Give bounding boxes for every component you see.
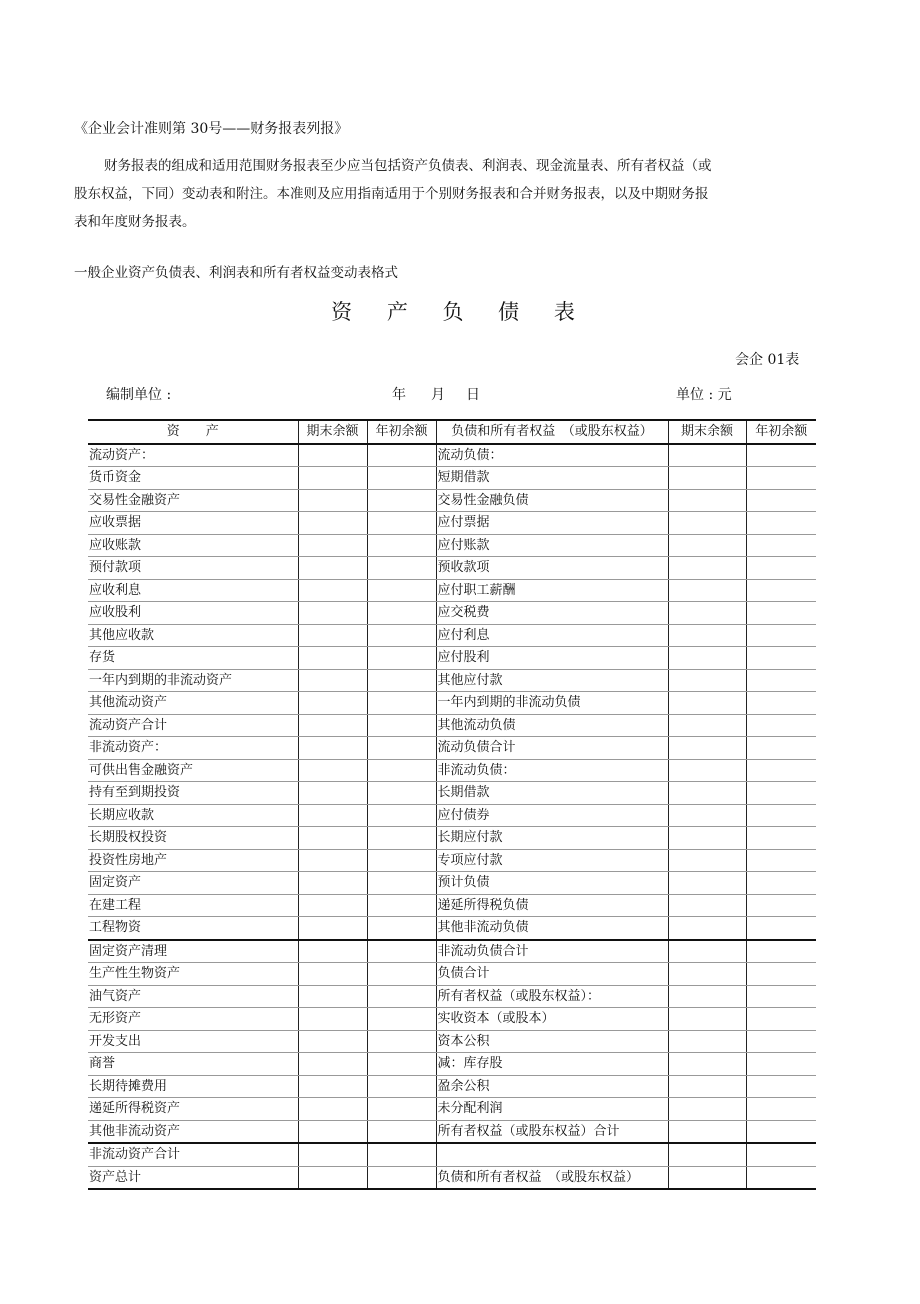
asset-cell: 应收股利 xyxy=(88,602,298,625)
asset-closing-cell xyxy=(298,1166,367,1189)
liability-cell: 实收资本（或股本） xyxy=(436,1008,668,1031)
table-row xyxy=(88,782,816,805)
liability-cell: 专项应付款 xyxy=(436,849,668,872)
asset-closing-cell xyxy=(298,489,367,512)
asset-cell: 非流动资产合计 xyxy=(88,1143,298,1166)
table-row xyxy=(88,512,816,535)
liability-closing-cell xyxy=(668,1098,746,1121)
table-row xyxy=(88,489,816,512)
currency-unit-label: 单位 : 元 xyxy=(676,387,732,403)
preparer-label: 编制单位 : xyxy=(106,387,172,403)
asset-closing-cell xyxy=(298,782,367,805)
liability-cell: 应付股利 xyxy=(436,647,668,670)
table-row xyxy=(88,872,816,895)
liability-cell: 预计负债 xyxy=(436,872,668,895)
table-row xyxy=(88,579,816,602)
intro-line-2: 股东权益，下同）变动表和附注。本准则及应用指南适用于个别财务报表和合并财务报表，以及中期财务报 xyxy=(74,186,709,202)
liability-opening-cell xyxy=(746,963,816,986)
table-row xyxy=(88,1053,816,1076)
asset-cell: 存货 xyxy=(88,647,298,670)
asset-cell: 固定资产 xyxy=(88,872,298,895)
asset-closing-cell xyxy=(298,714,367,737)
table-row xyxy=(88,1030,816,1053)
liability-closing-cell xyxy=(668,669,746,692)
asset-opening-cell xyxy=(367,1075,436,1098)
asset-cell: 其他流动资产 xyxy=(88,692,298,715)
liability-closing-cell xyxy=(668,894,746,917)
liability-cell: 所有者权益（或股东权益）合计 xyxy=(436,1120,668,1143)
asset-opening-cell xyxy=(367,692,436,715)
report-code: 会企 01表 xyxy=(735,352,800,368)
liability-opening-cell xyxy=(746,489,816,512)
liability-closing-cell xyxy=(668,737,746,760)
liability-closing-cell xyxy=(668,917,746,940)
asset-opening-cell xyxy=(367,985,436,1008)
asset-closing-cell xyxy=(298,512,367,535)
table-row xyxy=(88,1120,816,1143)
asset-cell: 其他非流动资产 xyxy=(88,1120,298,1143)
liability-cell: 长期应付款 xyxy=(436,827,668,850)
table-row xyxy=(88,1075,816,1098)
asset-opening-cell xyxy=(367,444,436,467)
liability-closing-cell xyxy=(668,1075,746,1098)
table-row xyxy=(88,692,816,715)
asset-opening-cell xyxy=(367,849,436,872)
liability-cell: 盈余公积 xyxy=(436,1075,668,1098)
table-row xyxy=(88,1143,816,1166)
asset-opening-cell xyxy=(367,804,436,827)
liability-closing-cell xyxy=(668,444,746,467)
liability-cell: 预收款项 xyxy=(436,557,668,580)
liability-opening-cell xyxy=(746,849,816,872)
liability-cell: 应付利息 xyxy=(436,624,668,647)
liability-closing-cell xyxy=(668,579,746,602)
liability-cell: 流动负债： xyxy=(436,444,668,467)
liability-opening-cell xyxy=(746,467,816,490)
table-row xyxy=(88,467,816,490)
asset-closing-cell xyxy=(298,872,367,895)
table-header-cell: 资 产 xyxy=(88,420,298,444)
asset-opening-cell xyxy=(367,1143,436,1166)
intro-line-3: 表和年度财务报表。 xyxy=(74,214,196,230)
asset-opening-cell xyxy=(367,1098,436,1121)
table-row xyxy=(88,827,816,850)
asset-opening-cell xyxy=(367,1008,436,1031)
liability-closing-cell xyxy=(668,714,746,737)
asset-cell: 交易性金融资产 xyxy=(88,489,298,512)
asset-cell: 油气资产 xyxy=(88,985,298,1008)
liability-opening-cell xyxy=(746,1166,816,1189)
liability-cell: 一年内到期的非流动负债 xyxy=(436,692,668,715)
asset-cell: 工程物资 xyxy=(88,917,298,940)
asset-opening-cell xyxy=(367,1053,436,1076)
liability-opening-cell xyxy=(746,872,816,895)
liability-cell: 负债合计 xyxy=(436,963,668,986)
liability-closing-cell xyxy=(668,557,746,580)
liability-closing-cell xyxy=(668,692,746,715)
liability-opening-cell xyxy=(746,512,816,535)
asset-closing-cell xyxy=(298,737,367,760)
asset-cell: 其他应收款 xyxy=(88,624,298,647)
balance-sheet-table xyxy=(88,419,816,1190)
liability-opening-cell xyxy=(746,1030,816,1053)
liability-opening-cell xyxy=(746,985,816,1008)
table-header-cell: 年初余额 xyxy=(367,420,436,444)
asset-closing-cell xyxy=(298,669,367,692)
liability-cell: 递延所得税负债 xyxy=(436,894,668,917)
asset-cell: 持有至到期投资 xyxy=(88,782,298,805)
liability-closing-cell xyxy=(668,759,746,782)
table-row xyxy=(88,985,816,1008)
asset-cell: 货币资金 xyxy=(88,467,298,490)
asset-opening-cell xyxy=(367,557,436,580)
asset-cell: 无形资产 xyxy=(88,1008,298,1031)
intro-line-1: 财务报表的组成和适用范围财务报表至少应当包括资产负债表、利润表、现金流量表、所有者权益（或 xyxy=(104,158,712,174)
asset-cell: 固定资产清理 xyxy=(88,940,298,963)
liability-closing-cell xyxy=(668,872,746,895)
liability-cell: 非流动负债合计 xyxy=(436,940,668,963)
liability-opening-cell xyxy=(746,1120,816,1143)
liability-closing-cell xyxy=(668,1120,746,1143)
asset-cell: 资产总计 xyxy=(88,1166,298,1189)
asset-closing-cell xyxy=(298,940,367,963)
intro-paragraph xyxy=(74,152,774,236)
liability-opening-cell xyxy=(746,692,816,715)
liability-cell: 非流动负债： xyxy=(436,759,668,782)
liability-opening-cell xyxy=(746,894,816,917)
liability-cell: 其他流动负债 xyxy=(436,714,668,737)
liability-cell: 短期借款 xyxy=(436,467,668,490)
table-row xyxy=(88,557,816,580)
liability-cell: 交易性金融负债 xyxy=(436,489,668,512)
asset-closing-cell xyxy=(298,1030,367,1053)
asset-closing-cell xyxy=(298,963,367,986)
liability-opening-cell xyxy=(746,782,816,805)
asset-opening-cell xyxy=(367,963,436,986)
standard-title: 《企业会计准则第 30号——财务报表列报》 xyxy=(74,121,349,137)
liability-opening-cell xyxy=(746,940,816,963)
month-label: 月 xyxy=(431,387,445,403)
liability-cell: 应付票据 xyxy=(436,512,668,535)
asset-closing-cell xyxy=(298,692,367,715)
table-row xyxy=(88,669,816,692)
liability-closing-cell xyxy=(668,985,746,1008)
table-row xyxy=(88,534,816,557)
table-row xyxy=(88,940,816,963)
asset-opening-cell xyxy=(367,602,436,625)
liability-closing-cell xyxy=(668,1053,746,1076)
format-heading: 一般企业资产负债表、利润表和所有者权益变动表格式 xyxy=(74,265,398,281)
table-row xyxy=(88,917,816,940)
liability-opening-cell xyxy=(746,804,816,827)
asset-opening-cell xyxy=(367,579,436,602)
liability-opening-cell xyxy=(746,669,816,692)
liability-closing-cell xyxy=(668,624,746,647)
day-label: 日 xyxy=(466,387,480,403)
liability-opening-cell xyxy=(746,602,816,625)
liability-opening-cell xyxy=(746,1008,816,1031)
asset-closing-cell xyxy=(298,444,367,467)
table-row xyxy=(88,1008,816,1031)
asset-cell: 流动资产： xyxy=(88,444,298,467)
table-row xyxy=(88,624,816,647)
table-row xyxy=(88,647,816,670)
liability-cell: 未分配利润 xyxy=(436,1098,668,1121)
asset-opening-cell xyxy=(367,917,436,940)
asset-opening-cell xyxy=(367,759,436,782)
asset-closing-cell xyxy=(298,759,367,782)
asset-opening-cell xyxy=(367,737,436,760)
asset-cell: 生产性生物资产 xyxy=(88,963,298,986)
asset-closing-cell xyxy=(298,985,367,1008)
asset-opening-cell xyxy=(367,647,436,670)
asset-opening-cell xyxy=(367,534,436,557)
liability-closing-cell xyxy=(668,647,746,670)
asset-closing-cell xyxy=(298,557,367,580)
asset-closing-cell xyxy=(298,1053,367,1076)
asset-opening-cell xyxy=(367,714,436,737)
asset-closing-cell xyxy=(298,804,367,827)
liability-cell: 负债和所有者权益 （或股东权益） xyxy=(436,1166,668,1189)
asset-closing-cell xyxy=(298,534,367,557)
liability-opening-cell xyxy=(746,737,816,760)
table-row xyxy=(88,849,816,872)
table-row xyxy=(88,737,816,760)
asset-closing-cell xyxy=(298,917,367,940)
table-header-cell: 期末余额 xyxy=(668,420,746,444)
asset-opening-cell xyxy=(367,1120,436,1143)
asset-closing-cell xyxy=(298,1008,367,1031)
asset-closing-cell xyxy=(298,602,367,625)
liability-opening-cell xyxy=(746,444,816,467)
asset-cell: 在建工程 xyxy=(88,894,298,917)
liability-cell: 其他应付款 xyxy=(436,669,668,692)
asset-opening-cell xyxy=(367,872,436,895)
asset-opening-cell xyxy=(367,512,436,535)
asset-closing-cell xyxy=(298,647,367,670)
asset-cell: 应收票据 xyxy=(88,512,298,535)
table-header-row xyxy=(88,420,816,444)
asset-closing-cell xyxy=(298,467,367,490)
asset-closing-cell xyxy=(298,1075,367,1098)
table-row xyxy=(88,444,816,467)
liability-cell: 应交税费 xyxy=(436,602,668,625)
liability-cell: 所有者权益（或股东权益）： xyxy=(436,985,668,1008)
table-row xyxy=(88,963,816,986)
table-row xyxy=(88,602,816,625)
year-label: 年 xyxy=(392,387,406,403)
liability-cell xyxy=(436,1143,668,1166)
asset-cell: 商誉 xyxy=(88,1053,298,1076)
liability-closing-cell xyxy=(668,940,746,963)
liability-opening-cell xyxy=(746,714,816,737)
asset-opening-cell xyxy=(367,1030,436,1053)
liability-opening-cell xyxy=(746,1098,816,1121)
table-header-cell: 负债和所有者权益 （或股东权益） xyxy=(436,420,668,444)
table-header-cell: 期末余额 xyxy=(298,420,367,444)
liability-cell: 长期借款 xyxy=(436,782,668,805)
asset-cell: 一年内到期的非流动资产 xyxy=(88,669,298,692)
liability-opening-cell xyxy=(746,917,816,940)
liability-opening-cell xyxy=(746,827,816,850)
asset-cell: 预付款项 xyxy=(88,557,298,580)
liability-cell: 应付职工薪酬 xyxy=(436,579,668,602)
table-row xyxy=(88,1166,816,1189)
liability-cell: 资本公积 xyxy=(436,1030,668,1053)
asset-closing-cell xyxy=(298,827,367,850)
asset-opening-cell xyxy=(367,669,436,692)
asset-cell: 长期应收款 xyxy=(88,804,298,827)
liability-closing-cell xyxy=(668,1008,746,1031)
liability-closing-cell xyxy=(668,489,746,512)
liability-closing-cell xyxy=(668,602,746,625)
liability-opening-cell xyxy=(746,557,816,580)
liability-closing-cell xyxy=(668,804,746,827)
asset-cell: 应收账款 xyxy=(88,534,298,557)
asset-cell: 开发支出 xyxy=(88,1030,298,1053)
asset-opening-cell xyxy=(367,940,436,963)
asset-cell: 应收利息 xyxy=(88,579,298,602)
asset-closing-cell xyxy=(298,849,367,872)
asset-cell: 投资性房地产 xyxy=(88,849,298,872)
asset-opening-cell xyxy=(367,489,436,512)
asset-closing-cell xyxy=(298,1143,367,1166)
report-title: 资 产 负 债 表 xyxy=(331,300,589,324)
liability-cell: 应付债券 xyxy=(436,804,668,827)
asset-opening-cell xyxy=(367,827,436,850)
asset-cell: 长期股权投资 xyxy=(88,827,298,850)
liability-opening-cell xyxy=(746,579,816,602)
liability-closing-cell xyxy=(668,1166,746,1189)
liability-closing-cell xyxy=(668,512,746,535)
liability-closing-cell xyxy=(668,534,746,557)
liability-closing-cell xyxy=(668,963,746,986)
liability-closing-cell xyxy=(668,1030,746,1053)
table-row xyxy=(88,804,816,827)
asset-opening-cell xyxy=(367,1166,436,1189)
table-row xyxy=(88,1098,816,1121)
liability-closing-cell xyxy=(668,467,746,490)
liability-opening-cell xyxy=(746,1075,816,1098)
liability-opening-cell xyxy=(746,759,816,782)
asset-closing-cell xyxy=(298,579,367,602)
table-row xyxy=(88,714,816,737)
liability-opening-cell xyxy=(746,1143,816,1166)
asset-opening-cell xyxy=(367,782,436,805)
table-row xyxy=(88,759,816,782)
table-header-cell: 年初余额 xyxy=(746,420,816,444)
liability-opening-cell xyxy=(746,534,816,557)
asset-cell: 流动资产合计 xyxy=(88,714,298,737)
liability-opening-cell xyxy=(746,1053,816,1076)
liability-cell: 应付账款 xyxy=(436,534,668,557)
asset-cell: 可供出售金融资产 xyxy=(88,759,298,782)
liability-closing-cell xyxy=(668,1143,746,1166)
asset-closing-cell xyxy=(298,624,367,647)
table-row xyxy=(88,894,816,917)
liability-cell: 其他非流动负债 xyxy=(436,917,668,940)
asset-opening-cell xyxy=(367,624,436,647)
liability-cell: 流动负债合计 xyxy=(436,737,668,760)
liability-cell: 减：库存股 xyxy=(436,1053,668,1076)
asset-cell: 非流动资产： xyxy=(88,737,298,760)
asset-opening-cell xyxy=(367,894,436,917)
asset-opening-cell xyxy=(367,467,436,490)
asset-cell: 递延所得税资产 xyxy=(88,1098,298,1121)
liability-closing-cell xyxy=(668,849,746,872)
asset-closing-cell xyxy=(298,1120,367,1143)
asset-closing-cell xyxy=(298,1098,367,1121)
liability-opening-cell xyxy=(746,647,816,670)
liability-closing-cell xyxy=(668,782,746,805)
asset-closing-cell xyxy=(298,894,367,917)
liability-opening-cell xyxy=(746,624,816,647)
asset-cell: 长期待摊费用 xyxy=(88,1075,298,1098)
liability-closing-cell xyxy=(668,827,746,850)
